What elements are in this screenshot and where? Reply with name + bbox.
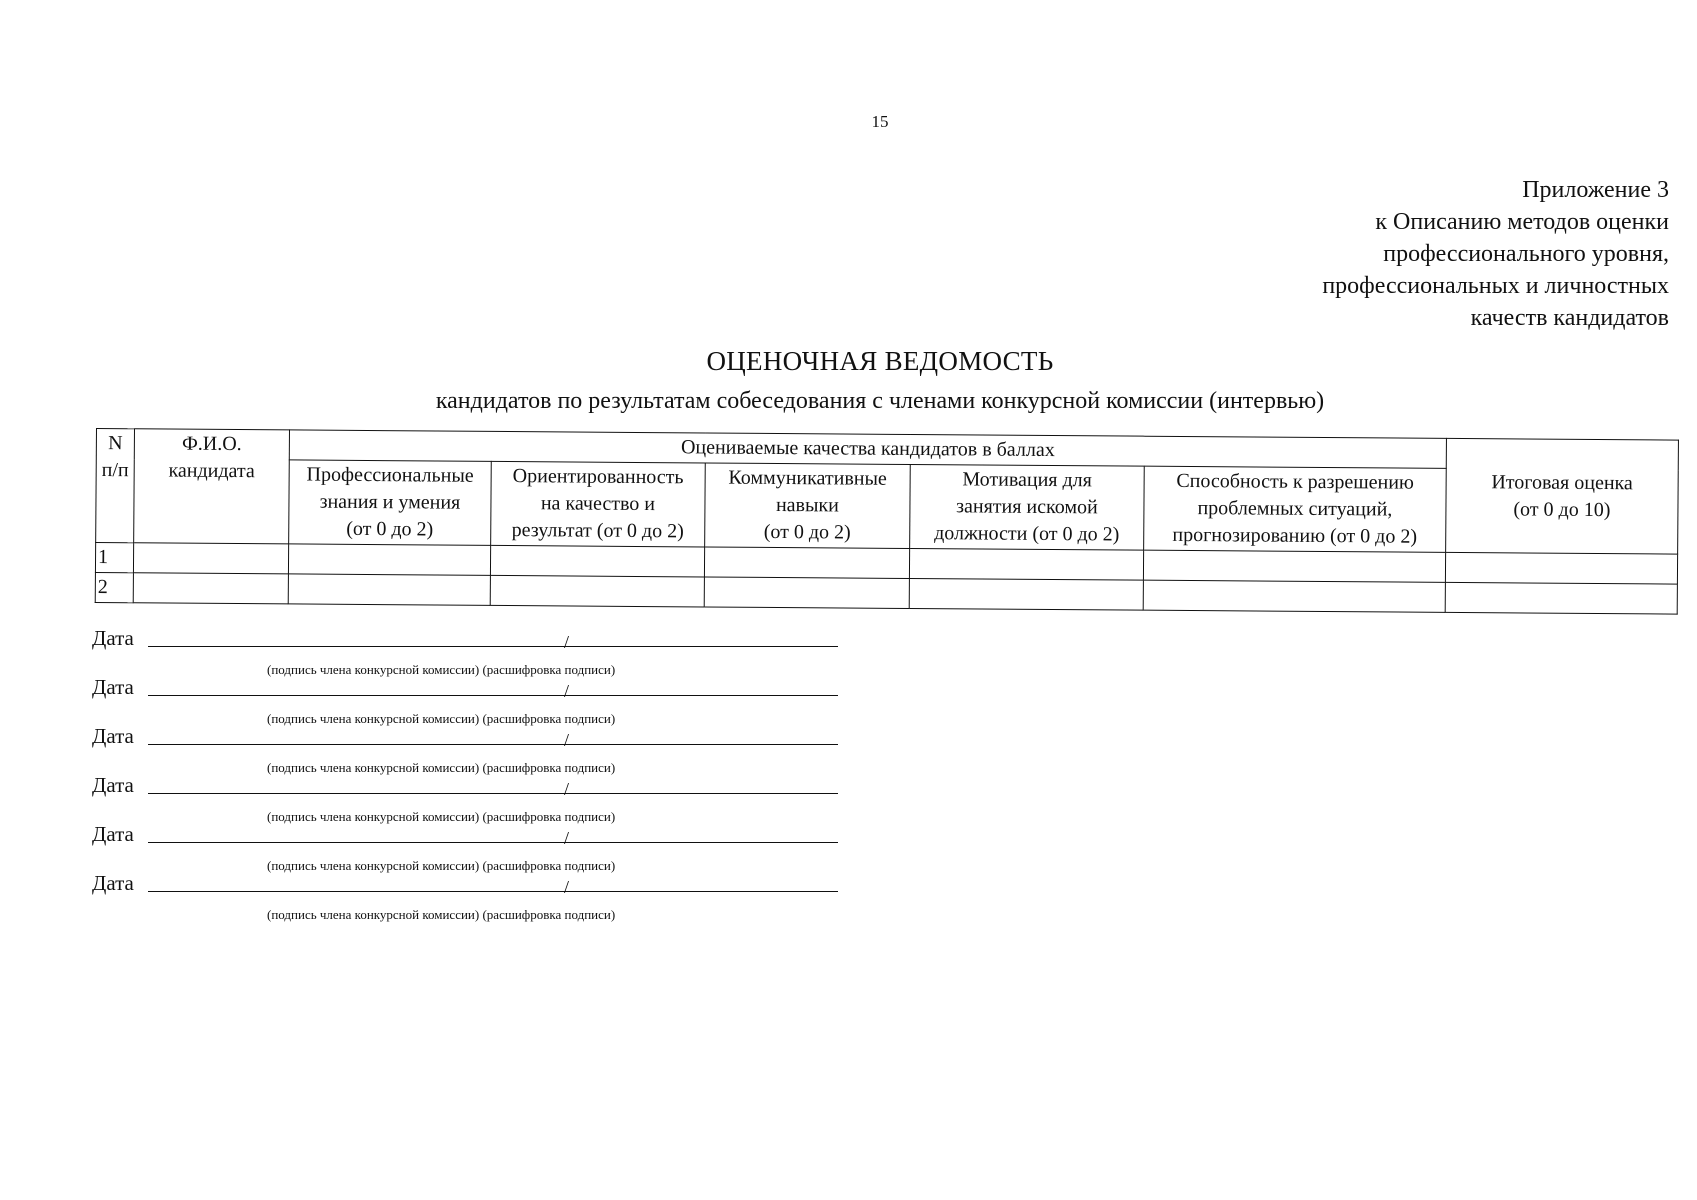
- total-score-cell[interactable]: [1445, 552, 1677, 584]
- header-criterion-professional-knowledge: Профессиональные знания и умения (от 0 до 2): [289, 460, 492, 545]
- score-cell[interactable]: [909, 578, 1143, 610]
- date-label: Дата: [92, 773, 134, 797]
- header-evaluated-qualities: Оцениваемые качества кандидатов в баллах: [289, 430, 1446, 468]
- date-label: Дата: [92, 871, 134, 895]
- signature-line[interactable]: [148, 646, 838, 647]
- row-number-cell: 2: [95, 572, 133, 602]
- candidate-name-cell[interactable]: [133, 543, 288, 574]
- signature-separator: /: [564, 681, 570, 701]
- signature-separator: /: [564, 877, 570, 897]
- score-cell[interactable]: [490, 545, 704, 577]
- signature-caption: (подпись члена конкурсной комиссии) (расшифровка подписи): [267, 858, 616, 873]
- signature-separator: /: [564, 632, 570, 652]
- appendix-line: профессионального уровня,: [1383, 241, 1669, 267]
- header-criterion-communication: Коммуникативные навыки (от 0 до 2): [705, 463, 911, 549]
- appendix-line: качеств кандидатов: [1470, 305, 1669, 331]
- score-cell[interactable]: [490, 575, 704, 607]
- signature-line[interactable]: [148, 695, 838, 696]
- score-cell[interactable]: [704, 577, 909, 609]
- candidate-name-cell[interactable]: [133, 573, 288, 604]
- row-number-cell: 1: [95, 543, 133, 573]
- appendix-line: к Описанию методов оценки: [1375, 209, 1669, 235]
- score-cell[interactable]: [1143, 550, 1445, 582]
- signature-separator: /: [564, 730, 570, 750]
- header-candidate-name: Ф.И.О. кандидата: [134, 429, 290, 544]
- header-total-score: Итоговая оценка (от 0 до 10): [1446, 438, 1679, 554]
- appendix-line: профессиональных и личностных: [1322, 273, 1669, 299]
- assessment-table: [95, 428, 1679, 615]
- date-label: Дата: [92, 822, 134, 846]
- date-label: Дата: [92, 626, 134, 650]
- score-cell[interactable]: [288, 574, 490, 605]
- appendix-block: [1322, 174, 1669, 334]
- header-criterion-problem-solving: Способность к разрешению проблемных ситуаций, прогнозированию (от 0 до 2): [1144, 466, 1447, 552]
- score-cell[interactable]: [1143, 580, 1445, 612]
- document-subtitle: кандидатов по результатам собеседования с членами конкурсной комиссии (интервью): [435, 388, 1325, 414]
- score-cell[interactable]: [704, 547, 909, 579]
- document-title: ОЦЕНОЧНАЯ ВЕДОМОСТЬ: [706, 346, 1054, 376]
- score-cell[interactable]: [288, 544, 490, 575]
- signature-separator: /: [564, 828, 570, 848]
- header-number: N п/п: [96, 429, 135, 543]
- signature-line[interactable]: [148, 744, 838, 745]
- signature-caption: (подпись члена конкурсной комиссии) (расшифровка подписи): [267, 907, 616, 922]
- appendix-line: Приложение 3: [1522, 177, 1669, 203]
- signature-line[interactable]: [148, 842, 838, 843]
- signature-separator: /: [564, 779, 570, 799]
- signature-caption: (подпись члена конкурсной комиссии) (расшифровка подписи): [267, 760, 616, 775]
- header-criterion-quality-orientation: Ориентированность на качество и результат (от 0 до 2): [491, 461, 706, 547]
- total-score-cell[interactable]: [1445, 582, 1677, 614]
- header-criterion-motivation: Мотивация для занятия искомой должности (от 0 до 2): [910, 464, 1145, 550]
- score-cell[interactable]: [909, 548, 1143, 580]
- date-label: Дата: [92, 724, 134, 748]
- signature-caption: (подпись члена конкурсной комиссии) (расшифровка подписи): [267, 711, 616, 726]
- assessment-table-wrap: [95, 428, 1679, 615]
- signature-caption: (подпись члена конкурсной комиссии) (расшифровка подписи): [267, 809, 616, 824]
- signature-line[interactable]: [148, 891, 838, 892]
- date-label: Дата: [92, 675, 134, 699]
- signature-line[interactable]: [148, 793, 838, 794]
- page-number: 15: [871, 112, 889, 131]
- signature-caption: (подпись члена конкурсной комиссии) (расшифровка подписи): [267, 662, 616, 677]
